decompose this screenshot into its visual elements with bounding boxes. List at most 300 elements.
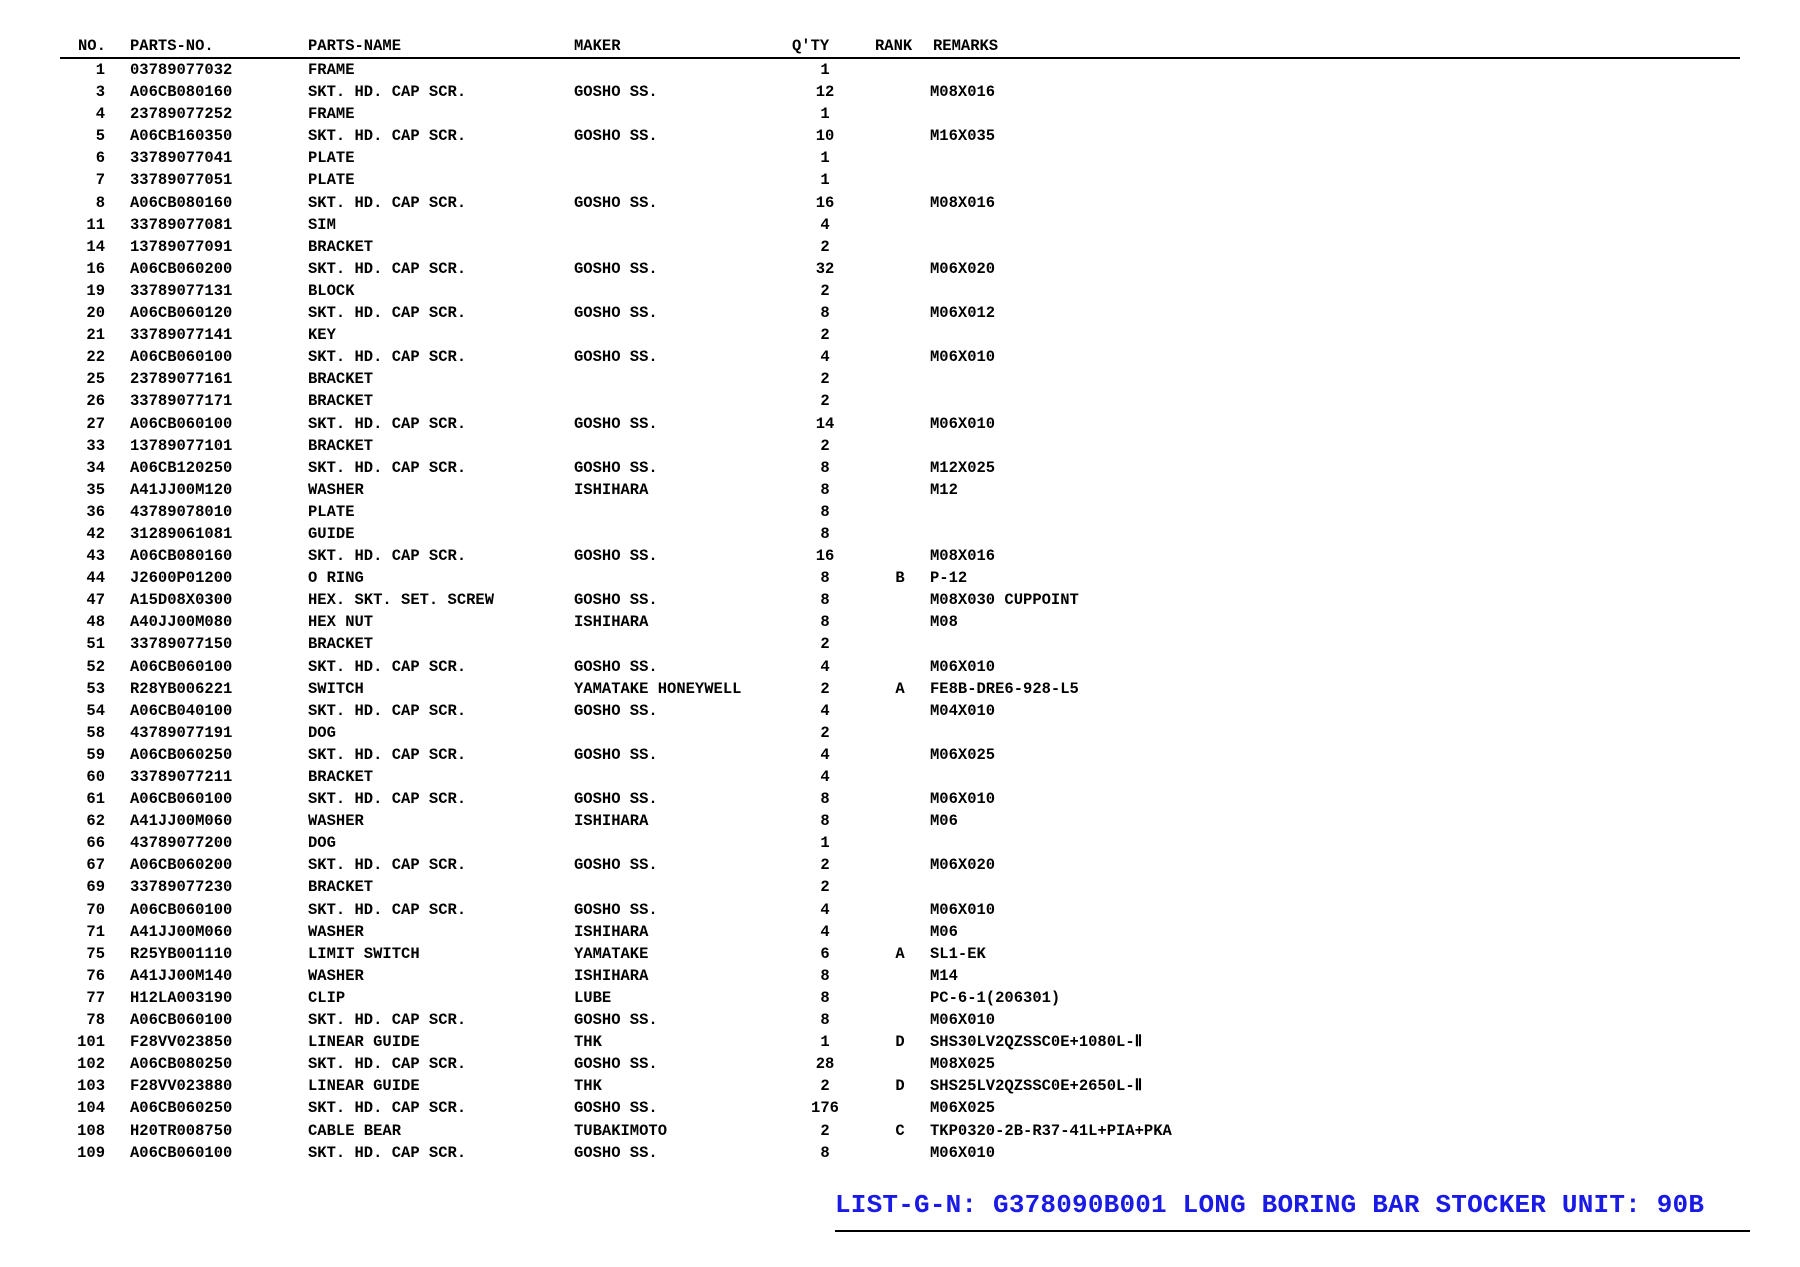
cell-parts-no: 33789077051 <box>130 171 233 190</box>
cell-no: 5 <box>95 127 105 146</box>
table-row <box>60 987 1740 1009</box>
cell-maker: ISHIHARA <box>574 613 649 632</box>
table-row <box>60 523 1740 545</box>
cell-parts-name: SKT. HD. CAP SCR. <box>308 657 467 676</box>
cell-qty: 8 <box>820 304 830 323</box>
cell-remarks: SHS25LV2QZSSC0E+2650L-Ⅱ <box>930 1077 1143 1096</box>
table-row <box>60 700 1740 722</box>
cell-parts-name: KEY <box>308 326 336 345</box>
cell-no: 43 <box>86 547 105 566</box>
cell-qty: 2 <box>820 326 830 345</box>
cell-parts-name: BRACKET <box>308 237 374 256</box>
table-row <box>60 435 1740 457</box>
cell-no: 108 <box>77 1121 105 1140</box>
table-row <box>60 1009 1740 1031</box>
cell-parts-no: A41JJ00M120 <box>130 480 233 499</box>
cell-parts-name: CABLE BEAR <box>308 1121 402 1140</box>
table-row <box>60 965 1740 987</box>
cell-maker: GOSHO SS. <box>574 414 658 433</box>
cell-maker: GOSHO SS. <box>574 458 658 477</box>
cell-qty: 16 <box>815 193 835 212</box>
cell-parts-name: LIMIT SWITCH <box>308 944 420 963</box>
cell-remarks: M04X010 <box>930 701 996 720</box>
cell-parts-no: A06CB060100 <box>130 790 233 809</box>
cell-maker: GOSHO SS. <box>574 790 658 809</box>
cell-maker: GOSHO SS. <box>574 1143 658 1162</box>
cell-parts-name: SKT. HD. CAP SCR. <box>308 259 467 278</box>
table-row <box>60 810 1740 832</box>
cell-parts-name: FRAME <box>308 61 355 79</box>
cell-no: 53 <box>86 679 105 698</box>
cell-no: 62 <box>86 812 105 831</box>
cell-parts-no: A41JJ00M060 <box>130 812 233 831</box>
cell-parts-no: A06CB060250 <box>130 745 233 764</box>
cell-remarks: M08X025 <box>930 1055 996 1074</box>
cell-no: 4 <box>95 105 105 124</box>
cell-parts-no: 33789077171 <box>130 392 233 411</box>
cell-remarks: M12 <box>930 480 958 499</box>
cell-remarks: M08X016 <box>930 193 996 212</box>
cell-parts-name: CLIP <box>308 988 346 1007</box>
cell-parts-name: WASHER <box>308 922 364 941</box>
cell-parts-no: R25YB001110 <box>130 944 233 963</box>
table-row <box>60 81 1740 103</box>
table-row <box>60 59 1740 81</box>
table-row <box>60 656 1740 678</box>
cell-parts-name: BRACKET <box>308 878 374 897</box>
cell-parts-name: LINEAR GUIDE <box>308 1077 420 1096</box>
cell-parts-no: 31289061081 <box>130 524 233 543</box>
cell-remarks: SHS30LV2QZSSC0E+1080L-Ⅱ <box>930 1033 1143 1052</box>
cell-qty: 8 <box>820 524 830 543</box>
cell-maker: GOSHO SS. <box>574 701 658 720</box>
cell-qty: 2 <box>820 1121 830 1140</box>
cell-no: 25 <box>86 370 105 389</box>
cell-rank: B <box>895 569 905 588</box>
footer-underline <box>835 1230 1750 1232</box>
cell-parts-name: BRACKET <box>308 436 374 455</box>
cell-qty: 8 <box>820 988 830 1007</box>
cell-parts-no: A06CB080160 <box>130 83 233 102</box>
cell-parts-no: A06CB120250 <box>130 458 233 477</box>
cell-remarks: M06X010 <box>930 414 996 433</box>
table-row <box>60 214 1740 236</box>
cell-parts-name: PLATE <box>308 171 355 190</box>
cell-parts-name: WASHER <box>308 966 364 985</box>
cell-no: 11 <box>86 215 105 234</box>
cell-parts-name: BRACKET <box>308 768 374 786</box>
cell-no: 66 <box>86 834 105 853</box>
table-row <box>60 169 1740 191</box>
cell-parts-name: SKT. HD. CAP SCR. <box>308 900 467 919</box>
cell-rank: C <box>895 1121 905 1140</box>
cell-no: 16 <box>86 259 105 278</box>
cell-parts-name: HEX NUT <box>308 613 374 632</box>
cell-parts-no: 33789077131 <box>130 281 233 300</box>
cell-parts-no: A06CB060100 <box>130 1143 233 1162</box>
cell-parts-no: 33789077041 <box>130 149 233 168</box>
cell-parts-name: SKT. HD. CAP SCR. <box>308 458 467 477</box>
cell-parts-name: BRACKET <box>308 370 374 389</box>
cell-qty: 4 <box>820 657 830 676</box>
cell-parts-no: A06CB060100 <box>130 414 233 433</box>
cell-remarks: M08X030 CUPPOINT <box>930 591 1079 610</box>
cell-maker: GOSHO SS. <box>574 83 658 102</box>
cell-qty: 10 <box>815 127 835 146</box>
cell-no: 47 <box>86 591 105 610</box>
cell-parts-no: A41JJ00M060 <box>130 922 233 941</box>
cell-qty: 2 <box>820 370 830 389</box>
cell-no: 22 <box>86 348 105 367</box>
cell-no: 19 <box>86 281 105 300</box>
table-row <box>60 943 1740 965</box>
cell-parts-no: 13789077101 <box>130 436 233 455</box>
cell-parts-no: A06CB160350 <box>130 127 233 146</box>
table-row <box>60 192 1740 214</box>
cell-qty: 4 <box>820 215 830 234</box>
cell-parts-name: SKT. HD. CAP SCR. <box>308 83 467 102</box>
cell-maker: LUBE <box>574 988 612 1007</box>
cell-parts-name: WASHER <box>308 480 364 499</box>
cell-parts-no: A06CB040100 <box>130 701 233 720</box>
cell-qty: 8 <box>820 966 830 985</box>
cell-qty: 4 <box>820 922 830 941</box>
cell-parts-no: A06CB060100 <box>130 1011 233 1030</box>
cell-maker: GOSHO SS. <box>574 193 658 212</box>
cell-no: 61 <box>86 790 105 809</box>
cell-qty: 32 <box>815 259 835 278</box>
cell-parts-no: 33789077211 <box>130 768 233 786</box>
table-row <box>60 832 1740 854</box>
cell-remarks: M06X010 <box>930 348 996 367</box>
cell-qty: 8 <box>820 812 830 831</box>
cell-remarks: M16X035 <box>930 127 996 146</box>
parts-list-sheet <box>60 35 1740 1164</box>
cell-parts-no: A06CB060200 <box>130 856 233 875</box>
table-row <box>60 788 1740 810</box>
cell-remarks: FE8B-DRE6-928-L5 <box>930 679 1079 698</box>
cell-qty: 8 <box>820 458 830 477</box>
cell-qty: 2 <box>820 436 830 455</box>
cell-no: 70 <box>86 900 105 919</box>
cell-no: 67 <box>86 856 105 875</box>
cell-remarks: M06X010 <box>930 1011 996 1030</box>
cell-no: 71 <box>86 922 105 941</box>
cell-qty: 2 <box>820 1077 830 1096</box>
table-row <box>60 390 1740 412</box>
cell-remarks: M08X016 <box>930 83 996 102</box>
cell-no: 42 <box>86 524 105 543</box>
table-row <box>60 479 1740 501</box>
cell-parts-no: 23789077161 <box>130 370 233 389</box>
table-row <box>60 1142 1740 1164</box>
cell-qty: 8 <box>820 480 830 499</box>
list-title: LIST-G-N: G378090B001 LONG BORING BAR STOCKER UNIT: 90B <box>835 1190 1705 1220</box>
table-row <box>60 1075 1740 1097</box>
cell-qty: 2 <box>820 281 830 300</box>
table-body <box>60 59 1740 1164</box>
cell-parts-no: A06CB060120 <box>130 304 233 323</box>
table-row <box>60 280 1740 302</box>
cell-qty: 8 <box>820 613 830 632</box>
table-row <box>60 324 1740 346</box>
cell-qty: 1 <box>820 149 830 168</box>
cell-remarks: M06X025 <box>930 1099 996 1118</box>
cell-parts-no: 03789077032 <box>130 61 233 79</box>
cell-remarks: M06X010 <box>930 900 996 919</box>
cell-maker: THK <box>574 1033 602 1052</box>
cell-parts-name: SKT. HD. CAP SCR. <box>308 348 467 367</box>
cell-no: 104 <box>77 1099 105 1118</box>
cell-maker: ISHIHARA <box>574 812 649 831</box>
table-row <box>60 501 1740 523</box>
cell-no: 77 <box>86 988 105 1007</box>
cell-no: 76 <box>86 966 105 985</box>
cell-parts-no: 33789077150 <box>130 635 233 654</box>
cell-rank: A <box>895 679 905 698</box>
cell-remarks: M06 <box>930 922 958 941</box>
cell-qty: 8 <box>820 591 830 610</box>
cell-maker: GOSHO SS. <box>574 591 658 610</box>
table-row <box>60 921 1740 943</box>
header-parts-no: PARTS-NO. <box>130 37 214 55</box>
cell-no: 21 <box>86 326 105 345</box>
cell-remarks: PC-6-1(206301) <box>930 988 1061 1007</box>
cell-parts-name: SWITCH <box>308 679 364 698</box>
table-row <box>60 876 1740 898</box>
table-row <box>60 567 1740 589</box>
cell-maker: GOSHO SS. <box>574 900 658 919</box>
cell-parts-no: A06CB080160 <box>130 193 233 212</box>
table-header <box>60 35 1740 59</box>
cell-no: 58 <box>86 723 105 742</box>
table-row <box>60 766 1740 788</box>
cell-parts-no: A06CB060100 <box>130 348 233 367</box>
cell-no: 44 <box>86 569 105 588</box>
cell-no: 33 <box>86 436 105 455</box>
cell-parts-no: A06CB060100 <box>130 657 233 676</box>
cell-maker: GOSHO SS. <box>574 745 658 764</box>
cell-qty: 2 <box>820 878 830 897</box>
cell-parts-no: H20TR008750 <box>130 1121 233 1140</box>
cell-maker: GOSHO SS. <box>574 547 658 566</box>
table-row <box>60 258 1740 280</box>
header-parts-name: PARTS-NAME <box>308 37 402 55</box>
cell-rank: D <box>895 1077 905 1096</box>
table-row <box>60 147 1740 169</box>
cell-parts-no: 43789077191 <box>130 723 233 742</box>
cell-maker: GOSHO SS. <box>574 1055 658 1074</box>
cell-parts-no: A06CB060250 <box>130 1099 233 1118</box>
table-row <box>60 236 1740 258</box>
header-no: NO. <box>78 37 106 55</box>
cell-parts-name: FRAME <box>308 105 355 124</box>
table-row <box>60 633 1740 655</box>
cell-no: 102 <box>77 1055 105 1074</box>
cell-remarks: M06X020 <box>930 259 996 278</box>
cell-parts-no: H12LA003190 <box>130 988 233 1007</box>
cell-parts-name: LINEAR GUIDE <box>308 1033 420 1052</box>
table-row <box>60 346 1740 368</box>
table-row <box>60 854 1740 876</box>
table-row <box>60 125 1740 147</box>
cell-parts-no: A41JJ00M140 <box>130 966 233 985</box>
cell-qty: 8 <box>820 502 830 521</box>
cell-qty: 176 <box>811 1099 839 1118</box>
cell-remarks: M06 <box>930 812 958 831</box>
header-qty: Q'TY <box>792 37 830 55</box>
cell-parts-no: 13789077091 <box>130 237 233 256</box>
table-row <box>60 457 1740 479</box>
cell-no: 75 <box>86 944 105 963</box>
cell-parts-name: SKT. HD. CAP SCR. <box>308 304 467 323</box>
cell-parts-name: WASHER <box>308 812 364 831</box>
cell-no: 109 <box>77 1143 105 1162</box>
cell-no: 54 <box>86 701 105 720</box>
cell-maker: TUBAKIMOTO <box>574 1121 668 1140</box>
cell-qty: 1 <box>820 171 830 190</box>
cell-no: 8 <box>95 193 105 212</box>
cell-parts-no: 33789077230 <box>130 878 233 897</box>
table-row <box>60 678 1740 700</box>
cell-no: 36 <box>86 502 105 521</box>
cell-no: 78 <box>86 1011 105 1030</box>
cell-parts-name: DOG <box>308 834 336 853</box>
cell-parts-name: BRACKET <box>308 392 374 411</box>
cell-no: 20 <box>86 304 105 323</box>
cell-qty: 6 <box>820 944 830 963</box>
cell-qty: 1 <box>820 834 830 853</box>
cell-no: 26 <box>86 392 105 411</box>
cell-qty: 1 <box>820 1033 830 1052</box>
table-row <box>60 611 1740 633</box>
cell-no: 6 <box>95 149 105 168</box>
cell-parts-no: 33789077141 <box>130 326 233 345</box>
cell-remarks: M06X012 <box>930 304 996 323</box>
cell-remarks: M06X010 <box>930 790 996 809</box>
cell-no: 1 <box>95 61 105 79</box>
cell-parts-name: SKT. HD. CAP SCR. <box>308 1055 467 1074</box>
cell-parts-name: O RING <box>308 569 364 588</box>
cell-qty: 1 <box>820 61 830 79</box>
cell-qty: 4 <box>820 900 830 919</box>
cell-parts-no: R28YB006221 <box>130 679 233 698</box>
cell-parts-no: 43789077200 <box>130 834 233 853</box>
cell-no: 34 <box>86 458 105 477</box>
header-maker: MAKER <box>574 37 621 55</box>
cell-remarks: M08 <box>930 613 958 632</box>
cell-parts-name: PLATE <box>308 149 355 168</box>
cell-qty: 2 <box>820 635 830 654</box>
cell-parts-name: SKT. HD. CAP SCR. <box>308 1011 467 1030</box>
cell-qty: 2 <box>820 856 830 875</box>
cell-parts-name: SKT. HD. CAP SCR. <box>308 856 467 875</box>
cell-maker: YAMATAKE <box>574 944 649 963</box>
cell-parts-no: A06CB060200 <box>130 259 233 278</box>
table-row <box>60 545 1740 567</box>
cell-remarks: M08X016 <box>930 547 996 566</box>
cell-remarks: SL1-EK <box>930 944 986 963</box>
cell-parts-no: A06CB080160 <box>130 547 233 566</box>
table-row <box>60 589 1740 611</box>
cell-no: 27 <box>86 414 105 433</box>
cell-remarks: TKP0320-2B-R37-41L+PIA+PKA <box>930 1121 1172 1140</box>
cell-no: 51 <box>86 635 105 654</box>
cell-parts-no: F28VV023850 <box>130 1033 233 1052</box>
cell-parts-name: SKT. HD. CAP SCR. <box>308 414 467 433</box>
cell-parts-name: SKT. HD. CAP SCR. <box>308 547 467 566</box>
table-row <box>60 1053 1740 1075</box>
cell-maker: GOSHO SS. <box>574 657 658 676</box>
table-row <box>60 744 1740 766</box>
cell-qty: 16 <box>815 547 835 566</box>
cell-qty: 8 <box>820 1143 830 1162</box>
cell-qty: 12 <box>815 83 835 102</box>
cell-parts-name: GUIDE <box>308 524 355 543</box>
cell-qty: 2 <box>820 392 830 411</box>
cell-qty: 8 <box>820 1011 830 1030</box>
cell-parts-no: A06CB080250 <box>130 1055 233 1074</box>
cell-remarks: M12X025 <box>930 458 996 477</box>
cell-parts-name: SKT. HD. CAP SCR. <box>308 1143 467 1162</box>
table-row <box>60 413 1740 435</box>
cell-remarks: M06X025 <box>930 745 996 764</box>
cell-no: 48 <box>86 613 105 632</box>
cell-parts-no: A06CB060100 <box>130 900 233 919</box>
cell-qty: 4 <box>820 348 830 367</box>
cell-no: 3 <box>95 83 105 102</box>
cell-parts-no: 33789077081 <box>130 215 233 234</box>
cell-maker: YAMATAKE HONEYWELL <box>574 679 742 698</box>
cell-parts-no: A15D08X0300 <box>130 591 233 610</box>
cell-parts-name: DOG <box>308 723 336 742</box>
cell-maker: GOSHO SS. <box>574 1011 658 1030</box>
cell-remarks: M06X020 <box>930 856 996 875</box>
cell-rank: A <box>895 944 905 963</box>
cell-maker: ISHIHARA <box>574 480 649 499</box>
cell-parts-name: BLOCK <box>308 281 355 300</box>
cell-maker: GOSHO SS. <box>574 348 658 367</box>
table-row <box>60 368 1740 390</box>
cell-qty: 2 <box>820 237 830 256</box>
cell-qty: 4 <box>820 745 830 764</box>
cell-qty: 1 <box>820 105 830 124</box>
table-row <box>60 103 1740 125</box>
cell-rank: D <box>895 1033 905 1052</box>
cell-maker: GOSHO SS. <box>574 856 658 875</box>
cell-no: 101 <box>77 1033 105 1052</box>
cell-no: 52 <box>86 657 105 676</box>
cell-qty: 4 <box>820 768 830 786</box>
cell-remarks: M14 <box>930 966 958 985</box>
cell-parts-name: HEX. SKT. SET. SCREW <box>308 591 495 610</box>
cell-parts-name: PLATE <box>308 502 355 521</box>
cell-remarks: M06X010 <box>930 1143 996 1162</box>
cell-parts-name: BRACKET <box>308 635 374 654</box>
table-row <box>60 1097 1740 1119</box>
cell-parts-no: J2600P01200 <box>130 569 233 588</box>
cell-maker: GOSHO SS. <box>574 304 658 323</box>
cell-maker: GOSHO SS. <box>574 127 658 146</box>
table-row <box>60 722 1740 744</box>
cell-parts-no: 23789077252 <box>130 105 233 124</box>
cell-parts-name: SKT. HD. CAP SCR. <box>308 701 467 720</box>
header-remarks: REMARKS <box>933 37 999 55</box>
cell-qty: 8 <box>820 569 830 588</box>
cell-no: 35 <box>86 480 105 499</box>
cell-no: 60 <box>86 768 105 786</box>
cell-qty: 28 <box>815 1055 835 1074</box>
